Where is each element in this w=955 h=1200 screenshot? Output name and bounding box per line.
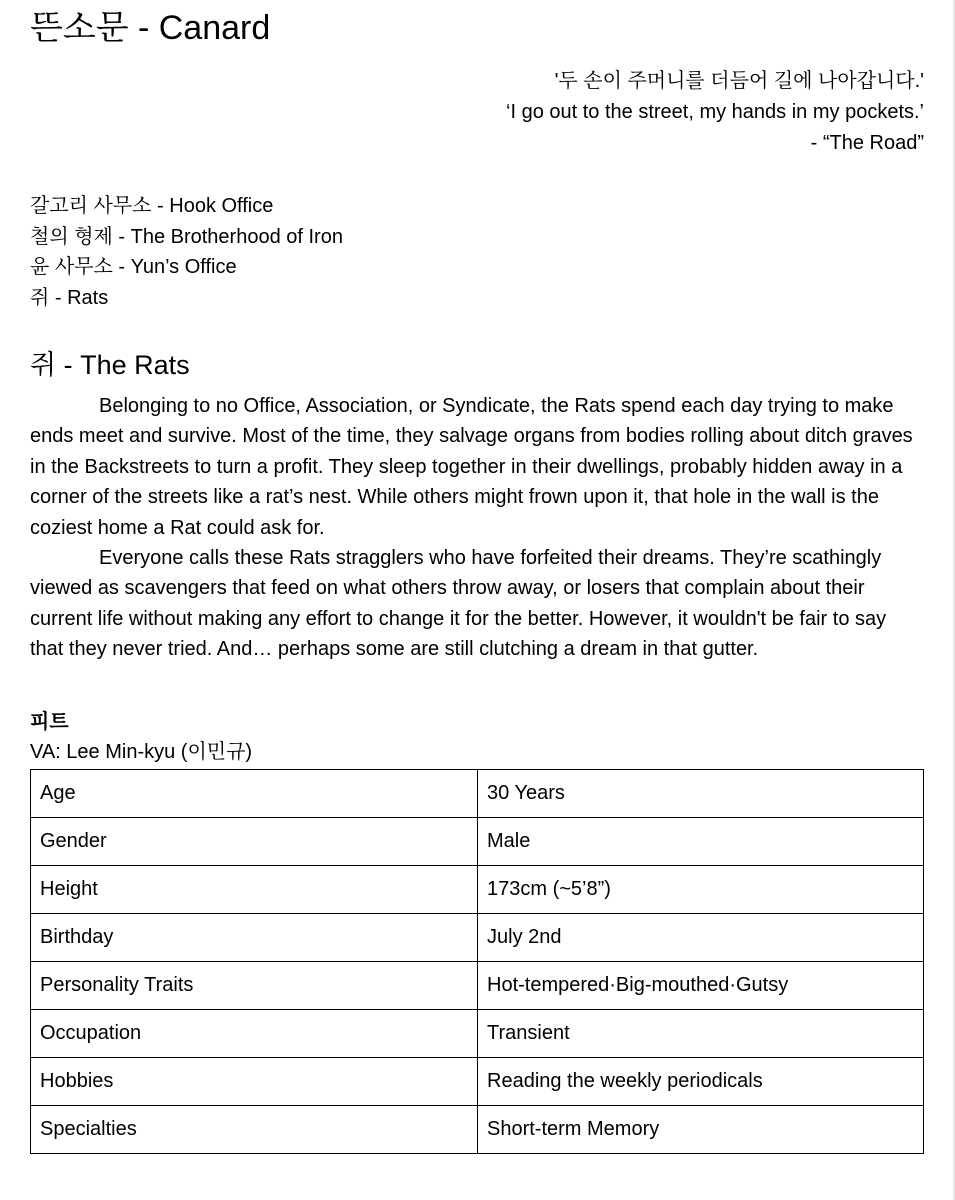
body-paragraph: Everyone calls these Rats stragglers who have forfeited their dreams. They’re scathingly viewed as scavengers that feed on what others throw away, or losers that complain about their current life without making any effort to change it for the better. However, it wouldn't be fair to say that they never tried. And… perhaps some are still clutching a dream in that gutter. — [30, 547, 887, 661]
row-label: Personality Traits — [31, 961, 478, 1009]
body-paragraph: Belonging to no Office, Association, or Syndicate, the Rats spend each day trying to make ends meet and survive. Most of the time, they salvage organs from bodies rolling about ditch graves in the Backstreets to turn a profit. They sleep together in their dwellings, probably hidden away in a corner of the streets like a rat’s nest. While others might frown upon it, that hole in the wall is the coziest home a Rat could ask for. — [30, 395, 913, 539]
row-label: Specialties — [31, 1105, 478, 1153]
faction-item: 쥐 - Rats — [30, 286, 109, 309]
faction-item: 윤 사무소 - Yun’s Office — [30, 256, 237, 278]
row-label: Hobbies — [31, 1057, 478, 1105]
epigraph-korean: '두 손이 주머니를 더듬어 길에 나아갑니다.' — [554, 70, 924, 92]
table-row — [31, 769, 924, 817]
row-value: 173cm (~5’8”) — [478, 865, 924, 913]
faction-list — [30, 191, 924, 313]
row-label: Birthday — [31, 913, 478, 961]
epigraph — [30, 66, 924, 159]
page-title: 뜬소문 - Canard — [30, 9, 271, 47]
epigraph-source: - “The Road” — [810, 132, 924, 154]
row-value: Transient — [478, 1009, 924, 1057]
row-value: Hot-tempered·Big-mouthed·Gutsy — [478, 961, 924, 1009]
voice-actor: VA: Lee Min-kyu (이민규) — [30, 740, 253, 763]
row-label: Height — [31, 865, 478, 913]
row-value: 30 Years — [478, 769, 924, 817]
faction-item: 철의 형제 - The Brotherhood of Iron — [30, 225, 343, 248]
table-row — [31, 1009, 924, 1057]
table-row — [31, 865, 924, 913]
row-value: July 2nd — [478, 913, 924, 961]
row-label: Occupation — [31, 1009, 478, 1057]
section-heading: 쥐 - The Rats — [30, 350, 190, 380]
row-value: Male — [478, 817, 924, 865]
epigraph-english: ‘I go out to the street, my hands in my pockets.’ — [506, 101, 924, 123]
table-row — [31, 961, 924, 1009]
row-label: Age — [31, 769, 478, 817]
table-row — [31, 1105, 924, 1153]
table-row — [31, 913, 924, 961]
table-row — [31, 817, 924, 865]
section-body — [30, 391, 924, 665]
row-label: Gender — [31, 817, 478, 865]
row-value: Reading the weekly periodicals — [478, 1057, 924, 1105]
table-row — [31, 1057, 924, 1105]
document-page — [30, 0, 924, 1154]
row-value: Short-term Memory — [478, 1105, 924, 1153]
character-name: 피트 — [30, 710, 69, 733]
character-profile-table — [30, 769, 924, 1154]
faction-item: 갈고리 사무소 - Hook Office — [30, 195, 274, 217]
